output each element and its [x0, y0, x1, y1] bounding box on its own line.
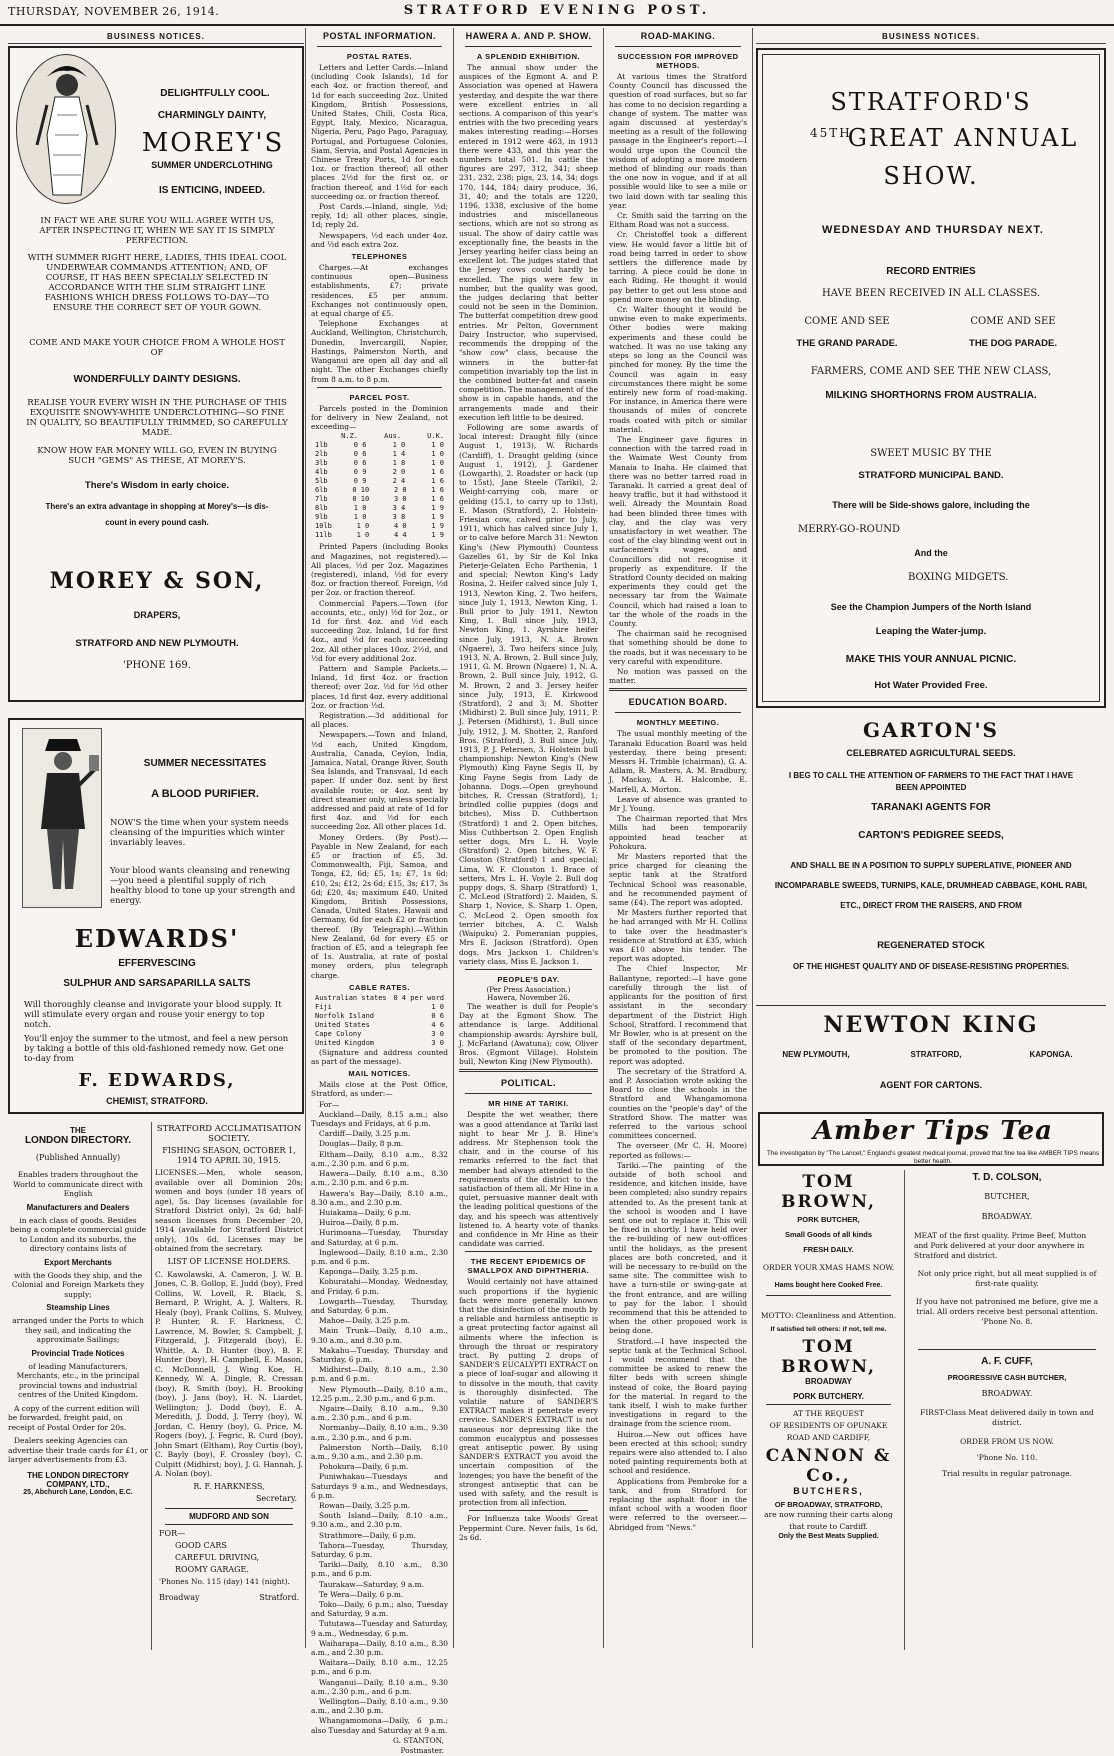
london-published: (Published Annually) [35, 1153, 121, 1162]
parcel-row: 1lb 0 6 1 0 1 0 [315, 441, 444, 450]
postmaster-title: Postmaster. [400, 1746, 444, 1756]
hawera-awards: Following are some awards of local interest: Draught filly (since August 1, 1913), W. Richards (Cardiff), 1. Draught gelding (since August 1, 1912), J. Gardener (Lowgarth), 2. Roadster or hack (up to 15st), Jane Steele (Tariki), 2. Weight-carrying cob, mare or gelding (15.1, to carry up to 13st), E. Mason (Stratford), 2. Holstein-Friesian cow, calved prior to July, 1911, which has calved since July 1, or to calve before March 31: Newton King's (New Plymouth) Countess Gazelles 61, by Sir de Kol Inka Pieterje-Gelaten Echo Parthenia, 1 and special; Newton King's Lady Rosina, 2. Heifer calved since July 1, 1913, Newton King, 2. Two heifers, since July 1, 1913, Newton King, 1. Bull prior to July 1911, Newton King, 1. Bull since July, 1913, Newton King, 1. Ayrshire heifer since July, 1913, N. A. Brown (Ngaere), 3. Two heifers since July, 1913, N. A. Brown, 2. Bull since July, 1911, G. M. Brown (Ngaere) 1, N. A. Brown, 2. Bull since July, 1912, G. M. Brown, 2 and 3. Jersey heifer since July, 1913, E. Kirkwood (Stratford), 2 and 3; M. Shotter (Midhirst) 2. Bull since July, 1911, P. J. Petersen (Midhirst), 1. Bull since July, 1912, J. M. Shotter, 2, Ranford Bros. (Stratford), 3. Bull since July, 1913, P. J. Petersen, 3. Holstein bull championship: Newton King's (New Plymouth) King Fayne Segis II, by King Fayne Segis from Lady de Johanna. Dogs.—Open greyhound bitches, R. Cressan (Stratford), 1; brindled collie puppies (dogs and bitches), Miss D. Cuthbertson (Stratford) 1 and 2. Open bitches, Miss Cuthbertson 2. Open English setter dogs, Mrs L. H. Voyle (Stratford) 2. Open bitches, W. F. Clouston (Stratford) 1 and special; Lima, W. F. Clouston 1. Brace of setters, Mrs L. H. Voyle 2. Bull dog puppy dogs, S. Sharp (Stratford) 1, C. McLeod (Stratford) 2. Maiden, S. Sharp 1, Novice, S. Sharp 1. Open, C. McLeod 2. Open smooth fox terrier bitches, A. C. Walsh (Waipuku) 2. Pomeranian puppies, Mrs E. Jackson (Stratford). Open dogs, Mrs Jackson 1. Children's variety class, Miss E. Jackson 1. [459, 422, 598, 966]
education-para-12: Applications from Pembroke for a tank, and from Stratford for replacing the asphalt floor in the infant school with a wooden floor were referred to the overseer.—Abridged from "News." [609, 1476, 747, 1532]
mudford-garage: ROOMY GARAGE. [175, 1564, 249, 1574]
roadmaking-para-7: No motion was passed on the matter. [609, 667, 747, 686]
london-para-7: Dealers seeking Agencies can advertise their trade cards for £1, or larger advertisements from £3. [8, 1436, 148, 1464]
london-directory-advertisement [8, 1126, 148, 1651]
show-merry-go-round: MERRY-GO-ROUND [798, 524, 901, 535]
newton-king-advertisement [756, 1004, 1106, 1106]
stratford-show-advertisement [756, 48, 1106, 708]
page-header [0, 0, 1114, 26]
business-notices-heading-right: BUSINESS NOTICES. [756, 30, 1106, 44]
mr-hine-heading: MR HINE AT TARIKI. [488, 1099, 569, 1109]
cuff-order: ORDER FROM US NOW. [960, 1437, 1054, 1446]
mail-close-entry: Kaponga—Daily, 3.25 p.m. [319, 1267, 418, 1277]
newton-king-new-plymouth: NEW PLYMOUTH, [782, 1050, 850, 1059]
morey-enticing: IS ENTICING, INDEED. [158, 185, 266, 196]
mail-close-entry: Main Trunk—Daily, 8.10 a.m., 9.30 a.m., and 8.30 p.m. [311, 1326, 448, 1345]
london-para-4: arranged under the Ports to which they sail, and indicating the approximate Sailings; [12, 1316, 144, 1344]
news-column-council [605, 28, 751, 1650]
colson-para-2: Not only price right, but all meat supplied is of first-rate quality. [917, 1269, 1097, 1288]
newton-king-agent: AGENT FOR CARTONS. [879, 1080, 983, 1090]
hawera-show-title: HAWERA A. AND P. SHOW. [465, 31, 592, 41]
gartons-para-1: I BEG TO CALL THE ATTENTION OF FARMERS TO THE FACT THAT I HAVE BEEN APPOINTED [788, 771, 1074, 792]
morey-firm: MOREY & SON, [49, 568, 265, 594]
issue-date: THURSDAY, NOVEMBER 26, 1914. [8, 5, 220, 18]
mudford-phone: 'Phones No. 115 (day) 141 (night). [159, 1576, 290, 1586]
press-association: (Per Press Association.) [486, 985, 571, 994]
mail-close-entry: Palmerston North—Daily, 8.10 a.m., 9.30 a.m., and 2.30 p.m. [311, 1442, 448, 1461]
mail-close-entry: South Island—Daily, 8.10 a.m., 9.30 a.m., and 2.30 p.m. [311, 1511, 448, 1530]
morey-wisdom: There's Wisdom in early choice. [84, 480, 230, 491]
education-para-9: Tariki.—The painting of the outside of both school and residence, and kitchen inside, have been completed; also sundry repairs attended to. As the present tank at the school is wooden and I have sent one out to replace it. This will be fixed in shortly. I have held over the re-building of new out-offices until the holidays, as the present places are both concreted, and it will be necessary to re-build on the same site. The committee wish to have a turn-stile or swing-gate at the front entrance, and are willing to pay for the labor. I should recommend that this be attended to when the other proposed work is being done. [609, 1160, 747, 1336]
london-provincial: Provincial Trade Notices [31, 1348, 125, 1358]
education-para-6: The Chief Inspector, Mr Ballantyne, reported:—I have gone carefully through the list of applicants for the position of first assistant in the secondary department of the District High School, Stratford. I recommend that Mr Bowler, who is at present on the staff of the secondary department, be promoted to the position. The report was adopted. [609, 964, 747, 1066]
roadmaking-para-6: The chairman said he recognised that something should be done to the roads, but it was necessary to be very careful with expenditure. [609, 629, 748, 666]
tom-brown-advertisement [756, 1172, 901, 1651]
cannon-residents: OF RESIDENTS OF OPUNAKE [769, 1421, 888, 1430]
gartons-title: GARTON'S [862, 718, 1000, 742]
mail-close-entry: Hawera—Daily, 8.10 a.m., 8.30 a.m., 2.30 p.m. and 6 p.m. [311, 1169, 448, 1188]
postal-newspapers: Newspapers, ½d each under 4oz. and ½d each extra 2oz. [311, 230, 448, 249]
education-para-5: Mr Masters further reported that he had arranged with Mr H. Collins to take over the headmaster's residence at Stratford at £35, which was £10 above his tender. The report was adopted. [609, 908, 747, 964]
mail-close-entry: Toko—Daily, 6 p.m.; also, Tuesday and Saturday, 9 a.m. [311, 1600, 448, 1619]
hawera-para-1: The annual show under the auspices of the Egmont A. and P. Association was opened at Hawera yesterday, and despite the war there were excellent entries in all sections. A comparison of this year's entries with the two preceding years makes interesting reading:—Horses entered in 1912 were 463, in 1913 there were 433, and this year the numbers total 501. In cattle the figures are 297, 312, 341; sheep 231, 232, 238; pigs, 23, 14, 34; dogs 170, 144, 184; dairy produce, 36, 31, 40; and the totals are 1220, 1196, 1338, exclusive of the home industries and miscellaneous sections, which are not so strong as usual. The show of dairy cattle was exceptionally fine, the beasts in the Jersey yearling heifer class being an excellent lot. The judges stated that the Jersey cows could hardly be excelled. The pigs were few in number, but the quality was good, the judges declaring that better could not be seen in the Dominion. The butterfat competition drew good entries. Mr Pelton, Government Dairy Instructor, who supervised, recommends the dropping of the "show cow" class, because the winners in the butter-fat competition invariably top the list in the combined butter-fat and casein competition. The management of the show is in capable hands, and the arrangements made and their execution left little to be desired. [459, 63, 598, 422]
mail-close-entry: Douglas—Daily, 8 p.m. [319, 1139, 404, 1149]
parcel-rate-table [307, 432, 452, 540]
education-board-subtitle: MONTHLY MEETING. [636, 718, 720, 728]
smallpox-heading: THE RECENT EPIDEMICS OF SMALLPOX AND DIPHTHERIA. [467, 1257, 590, 1276]
newton-king-firm: NEWTON KING [823, 1012, 1039, 1038]
peoples-day-heading: PEOPLE'S DAY. [497, 974, 560, 984]
london-manufacturers: Manufacturers and Dealers [26, 1202, 130, 1212]
acclim-season: FISHING SEASON, OCTOBER 1, 1914 TO APRIL 30, 1915. [162, 1146, 296, 1165]
mudford-cars: GOOD CARS [175, 1540, 227, 1550]
parcel-row: 5lb 0 9 2 4 1 6 [315, 477, 444, 486]
acclim-title: STRATFORD ACCLIMATISATION SOCIETY. [156, 1124, 302, 1144]
education-para-2: Leave of absence was granted to Mr J. Young. [609, 794, 747, 814]
mail-close-entry: Inglewood—Daily, 8.10 a.m., 2.30 p.m. and 6 p.m. [311, 1247, 448, 1266]
london-export: Export Merchants [44, 1257, 112, 1267]
colson-para-1: MEAT of the first quality. Prime Beef, Mutton and Pork delivered at your door anywhere in Stratford and district. [914, 1231, 1087, 1260]
london-para-1: Enables traders throughout the World to communicate direct with English [13, 1170, 143, 1198]
mudford-title: MUDFORD AND SON [189, 1511, 269, 1521]
parcel-row: 7lb 0 10 3 0 1 6 [315, 495, 444, 504]
gentleman-figure-icon [23, 729, 103, 909]
cuff-trial: Trial results in regular patronage. [941, 1469, 1072, 1478]
education-para-3: The Chairman reported that Mrs Mills had been temporarily appointed head teacher at Pohokura. [609, 814, 747, 851]
london-address: 25, Abchurch Lane, London, E.C. [23, 1488, 133, 1496]
newton-king-stratford: STRATFORD, [910, 1050, 962, 1059]
mr-hine-para: Despite the wet weather, there was a good attendance at Tariki last night to hear Mr J. B. Hine's address. Mr Stephenson took the chair, and in the course of his remarks referred to the fact that member had always attended to the requirements of the district to the satisfaction of them all. Mr Hine in a quiet, persuasive manner dealt with the leading political questions of the day, and his speech was attentively listened to. A hearty vote of thanks and confidence in Mr Hine as their candidate was carried. [459, 1110, 598, 1249]
edwards-para-3: Will thoroughly cleanse and invigorate your blood supply. It will stimulate every organ and rouse your energy to top notch. [24, 1000, 282, 1030]
show-days: WEDNESDAY AND THURSDAY NEXT. [822, 224, 1044, 236]
postmaster-signature: G. STANTON, [392, 1735, 444, 1745]
cable-row: United States 4 6 [315, 1020, 444, 1029]
mail-close-entry: Lowgarth—Tuesday, Thursday, and Saturday, 6 p.m. [311, 1296, 448, 1315]
roadmaking-para-5: The Engineer gave figures in connection with the tarred road in the Waimate West County from Manaia to Inaha. He claimed that there was no better tarred road in Taranaki. It carried a great deal of heavy traffic, but it had withstood it well. Already the Mountain Road had been blinded three times with clay, and the clay was very unsatisfactory in wet weather. The cost of the clay blinding went out in surfacemen's wages, and Councillors did not recognise it properly as expenditure. If the Stratford County decided on making experiments they could get the necessary tar from the Waimate Council, which had raised a loan to tar the whole of the roads in the County. [609, 434, 747, 628]
show-jumpers: See the Champion Jumpers of the North Island [830, 602, 1032, 612]
cannon-route: that route to Cardiff. [789, 1522, 868, 1531]
edwards-salts: SULPHUR AND SARSAPARILLA SALTS [63, 978, 251, 989]
political-heading: POLITICAL. [501, 1078, 556, 1089]
column-rule [151, 1122, 152, 1650]
postal-cards: Post Cards.—Inland, single, ½d; reply, 1d; all other places, single, 1d; reply 2d. [311, 202, 448, 230]
acclim-secretary: Secretary. [255, 1493, 297, 1503]
mudford-for: FOR— [159, 1528, 186, 1538]
london-para-6: A copy of the current edition will be forwarded, freight paid, on receipt of Postal Order for 20s. [8, 1403, 140, 1432]
cuff-subtitle: PROGRESSIVE CASH BUTCHER, [947, 1373, 1067, 1382]
mail-intro: Mails close at the Post Office, Stratford, as under:— [311, 1080, 448, 1099]
mail-close-entry: Tututawa—Tuesday and Saturday, 9 a.m., Wednesday, 6 p.m. [311, 1619, 448, 1638]
acclim-list-heading: LIST OF LICENSE HOLDERS. [167, 1256, 291, 1266]
london-steamship: Steamship Lines [46, 1303, 110, 1312]
colson-para-3: If you have not patronised me before, give me a trial. All orders receive best personal attention. 'Phone No. 8. [915, 1297, 1099, 1326]
mail-close-entry: Midhirst—Daily, 8.10 a.m., 2.30 p.m. and 6 p.m. [311, 1365, 448, 1384]
cuff-title: A. F. CUFF, [981, 1356, 1033, 1367]
pattern-packets: Pattern and Sample Packets.—Inland, 1d first 4oz. or fraction thereof; over 2oz. ½d for ½d other places, 1d first 4oz. every additional 2oz. or fraction ½d. [311, 663, 448, 710]
header-rule [0, 24, 1114, 26]
influenza-note: For Influenza take Woods' Great Peppermint Cure. Never fails, 1s 6d, 2s 6d. [459, 1514, 598, 1542]
acclim-licenses: LICENSES.—Men, whole season, available over all Dominion 20s; women and boys (under 18 years of age), 5s. Day licenses (available for Stratford District only), 2s 6d; half-season licenses from December 20, 1914 (available for Stratford District only), 10s 6d. Licenses may be obtained from the secretary. [155, 1168, 303, 1253]
edwards-firm: F. EDWARDS, [78, 1070, 236, 1091]
mail-close-entry: Mahoe—Daily, 3.25 p.m. [319, 1316, 411, 1326]
show-sweet-music: SWEET MUSIC BY THE [870, 448, 992, 459]
education-para-8: The overseer (Mr C. H. Moore) reported as follows:— [609, 1141, 747, 1160]
parcel-row: 11lb 1 0 4 4 1 9 [315, 531, 444, 540]
mail-close-entry: Huiroa—Daily, 8 p.m. [319, 1218, 399, 1228]
mail-close-entry: Eltham—Daily, 8.10 a.m., 8.32 a.m., 2.30 p.m. and 6 p.m. [311, 1149, 448, 1168]
mail-close-entry: Wellington—Daily, 8.10 a.m., 9.30 a.m., and 2.30 p.m. [311, 1697, 448, 1716]
morey-para-1: IN FACT WE ARE SURE YOU WILL AGREE WITH US, AFTER INSPECTING IT, WHEN WE SAY IT IS SIMPLY PERFECTION. [39, 216, 275, 246]
london-para-3: with the Goods they ship, and the Colonial and Foreign Markets they supply; [11, 1270, 145, 1299]
postal-letters: Letters and Letter Cards.—Inland (including Cook Islands), 1d for each 4oz. or fraction thereof, and 1d for each succeeding 2oz. United Kingdom, British Possessions, United States, Chili, Costa Rica, Egypt, Italy, Mexico, Nicaragua, Nigeria, Peru, Pago Pago, Paraguay, Portugal, and Portuguese Colonies, Siam, Servia, and Postal Agencies in Chinese Treaty Ports, 1d for each 1oz. or fraction thereof; all other places 2½d for the first oz. or fraction thereof, and 1½d for each succeeding oz. or fraction thereof. [311, 63, 448, 201]
roadmaking-title: ROAD-MAKING. [640, 31, 716, 41]
edwards-advertisement [8, 718, 304, 1114]
mail-close-entry: Tahora—Tuesday, Thursday, Saturday, 6 p.m. [311, 1540, 448, 1560]
gartons-subtitle: CELEBRATED AGRICULTURAL SEEDS. [846, 748, 1016, 758]
lady-figure-icon [17, 55, 117, 205]
morey-para-5: KNOW HOW FAR MONEY WILL GO, EVEN IN BUYING SUCH "GEMS" AS THESE, AT MOREY'S. [37, 446, 277, 466]
morey-dainty: CHARMINGLY DAINTY, [157, 110, 267, 121]
show-title-great-annual: GREAT ANNUAL [847, 124, 1079, 152]
show-shorthorns: MILKING SHORTHORNS FROM AUSTRALIA. [825, 390, 1037, 401]
london-para-5: of leading Manufacturers, Merchants, etc., in the principal provincial towns and industrial centres of the United Kingdom. [16, 1361, 140, 1399]
postal-rates-heading: POSTAL RATES. [346, 52, 413, 61]
lady-illustration [16, 54, 116, 204]
edwards-para-2: Your blood wants cleansing and renewing—you need a plentiful supply of rich healthy blood to tone up your strength and energy. [110, 866, 296, 906]
mail-close-entry: Waiharapa—Daily, 8.10 a.m., 8.30 a.m., and 2.30 p.m. [311, 1638, 448, 1658]
gartons-agents: TARANAKI AGENTS FOR [871, 802, 991, 813]
cable-rates-heading: CABLE RATES. [349, 982, 410, 992]
show-band: STRATFORD MUNICIPAL BAND. [858, 470, 1004, 481]
edwards-purifier: A BLOOD PURIFIER. [151, 788, 259, 800]
morey-underclothing: SUMMER UNDERCLOTHING [151, 160, 273, 170]
show-come-and-see-1: COME AND SEE [804, 316, 890, 327]
commercial-papers: Commercial Papers.—Town (for accounts, etc., only) ½d for 2oz., or 1d for first 4oz. and ½d each succeeding 2oz. Inland, 1d for first 4oz., and ½d for each succeeding 2oz. All other places 10oz. 2½d, and ½d for every additional 2oz. [311, 598, 448, 663]
postal-title: POSTAL INFORMATION. [323, 31, 436, 41]
column-rule [752, 28, 753, 1648]
cannon-broadway: OF BROADWAY, STRATFORD, [774, 1500, 883, 1509]
cable-rate-table [307, 994, 452, 1048]
parcel-intro: Parcels posted in the Dominion for delivery in New Zealand, not exceeding— [311, 403, 448, 432]
telephone-exchanges: Telephone Exchanges at Auckland, Wellington, Christchurch, Dunedin, Invercargill, Napier, Hastings, Palmerston North, and Wanganui are open all day and all night. The other Exchanges chiefly from 8 a.m. to 8 p.m. [311, 319, 448, 384]
mudford-driving: CAREFUL DRIVING, [175, 1552, 260, 1562]
edwards-para-1: NOW'S the time when your system needs cleansing of the impurities which winter invariably leaves. [110, 818, 289, 848]
amber-tips-advertisement [758, 1112, 1104, 1166]
show-dog-parade: THE DOG PARADE. [969, 338, 1057, 349]
morey-discount: count in every pound cash. [105, 518, 209, 527]
column-rule [904, 1170, 905, 1650]
mail-close-entry: Taurakaw—Saturday, 9 a.m. [319, 1579, 424, 1589]
london-the: THE [70, 1126, 86, 1135]
column-rule [305, 28, 306, 1648]
newton-king-kaponga: KAPONGA. [1029, 1050, 1073, 1059]
amber-tips-lancet: The investigation by "The Lancet," England's greatest medical journal, proved that fine tea like AMBER TIPS means better health. [766, 1150, 1100, 1165]
cannon-carts: are now running their carts along [764, 1510, 893, 1519]
acclimatisation-notice [155, 1124, 303, 1651]
show-sideshows: There will be Side-shows galore, including the [832, 500, 1030, 510]
cable-row: Norfolk Island 0 6 [315, 1011, 444, 1020]
education-para-4: Mr Masters reported that the price charged for cleaning the septic tank at the Stratford Technical School was reasonable, and he recommended payment of same (£4). The report was adopted. [609, 852, 747, 908]
edwards-effervescing: EFFERVESCING [118, 958, 196, 969]
morey-drapers: DRAPERS, [133, 610, 181, 620]
column-rule [603, 28, 604, 1648]
mail-close-entry: Strathmore—Daily, 6 p.m. [319, 1530, 416, 1540]
show-title-stratfords: STRATFORD'S [830, 88, 1032, 116]
cannon-butchers: BUTCHERS, [793, 1486, 864, 1496]
tom-brown-motto: MOTTO: Cleanliness and Attention. [760, 1311, 897, 1320]
mail-for: For— [319, 1099, 340, 1109]
show-farmers: FARMERS, COME AND SEE THE NEW CLASS, [810, 366, 1052, 377]
money-orders: Money Orders. (By Post).—Payable in New Zealand, for each £5 or fraction of £5, 3d. Commonwealth, Fiji, Samoa, and Tonga, £2, 6d; £5, 1s; £7, 1s 6d; £10, 2s; £12, 2s 6d; £15, 3s; £17, 3s 6d; £20, 4s; maximum £40. United Kingdom, British Possessions, Canada, United States, Hawaii and Germany, 6d for each £2 or fraction thereof. (By Telegraph).—Within New Zealand, 6d for every £5 or fraction of £5, and a telegraph fee of 1s. Australia, at rate of postal money orders, plus telegraph charge. [311, 832, 448, 980]
mail-close-entry: Normanby—Daily, 8.10 a.m., 9.30 a.m., 2.30 p.m., and 6 p.m. [311, 1423, 448, 1442]
show-title-show: SHOW. [883, 162, 979, 190]
roadmaking-para-4: Cr. Walter thought it would be unwise even to make experiments. Other bodies were making experiments and these could be watched. It was no use taking any steps so long as the Council was pinched for money. By the time the Council was again in easy circumstances there might be some entirely new form of road-making. For instance, in America there were thousands of miles of concrete roads coated with pitch or similar material. [609, 305, 747, 434]
gartons-regenerated: REGENERATED STOCK [877, 940, 985, 951]
show-come-and-see-2: COME AND SEE [970, 316, 1056, 327]
mail-close-entry: Ngaire—Daily, 8.10 a.m., 9.30 a.m., 2.30 p.m., and 6 p.m. [311, 1403, 448, 1423]
hawera-show-subtitle: A SPLENDID EXHIBITION. [476, 52, 581, 61]
tom-brown-satisfied: If satisfied tell others: if not, tell me. [770, 1326, 887, 1333]
acclim-signature: R. F. HARKNESS, [193, 1481, 265, 1491]
mail-close-list [307, 1110, 452, 1735]
colson-butcher: BUTCHER, [984, 1192, 1030, 1201]
morey-designs: WONDERFULLY DAINTY DESIGNS. [73, 374, 241, 385]
edwards-summer: SUMMER NECESSITATES [143, 758, 267, 769]
morey-para-4: REALISE YOUR EVERY WISH IN THE PURCHASE OF THIS EXQUISITE SNOWY-WHITE UNDERCLOTHING—SO FINE IN QUALITY, SO BEAUTIFULLY TRIMMED, SO CAREFULLY MADE. [26, 398, 288, 438]
tom-brown-pork-butcher: PORK BUTCHER, [797, 1215, 860, 1224]
edwards-brand: EDWARDS' [74, 924, 240, 953]
show-record-entries: RECORD ENTRIES [886, 266, 976, 277]
show-and-the: And the [914, 548, 948, 558]
parcel-row: 9lb 1 0 3 8 1 9 [315, 513, 444, 522]
education-para-10: Stratford.—I have inspected the septic tank at the Technical School. I would recommend that the committee be asked to renew the filter beds with screen shingle instead of coke, the Board paying for the material. In regard to the tank itself, I wish to make further investigations in regard to the drainage from the science room. [609, 1336, 747, 1429]
mail-close-entry: Waitara—Daily, 8.10 a.m., 12.25 p.m., and 6 p.m. [311, 1658, 448, 1677]
mail-close-entry: Wanganui—Daily, 8.10 a.m., 9.30 a.m., 2.30 p.m., and 6 p.m. [311, 1677, 448, 1696]
acclim-holders: C. Kawolawski, A. Cameron, J. W. B. Jones, C. B. Gollop, E. Judd (boy), Fred Collins, W. Lovell, R. Black, S. Bernard, P. Wright, A. J. Walters, R. Healy (boy), Frank Collins, S. Mulvey, P. Hunter, R. F. Harkness, C. Lawrence, M. Bowler, S. Campbell, J. Fitzgerald, J. Fitzgerald (boy), E. Whittle, A. D. Hunter (boy), B. F. Hunter (boy), H. Campbell, E. Mason, C. McDonnell, J. Wing Koe, H. Kennedy, W. A. Dingle, R. Cressan (boy), R. Smith (boy), H. Brooking (boy), J. Jans (boy), H. N. Liardet, Wellington; J. Dodd (boy), E. A. Meredith, J. Dodd, J. Terry (boy), W. Jordan, C. Henry (boy), G. Price, M. Rogers (boy), J. Fegric, R. Curd (boy), John Smart (Eltham), Roy Curtis (boy), C. Bayly (boy), F. Crossley (boy), C. Culpitt (Midhirst; boy), J. G. Hannah, J. A. Nolan (boy). [155, 1269, 303, 1478]
london-title: LONDON DIRECTORY. [24, 1135, 132, 1146]
tom-brown-title: TOM BROWN, [781, 1172, 876, 1212]
parcel-row: 2lb 0 6 1 4 1 0 [315, 450, 444, 459]
morey-cool: DELIGHTFULLY COOL. [160, 88, 270, 99]
tom-brown-broadway: BROADWAY [805, 1377, 852, 1386]
postal-information-column [307, 28, 452, 1756]
cuff-phone: 'Phone No. 110. [976, 1453, 1038, 1462]
column-rule [453, 28, 454, 1648]
mail-close-entry: Te Wera—Daily, 6 p.m. [319, 1589, 404, 1599]
cable-row: Australian states 0 4 per word [315, 993, 444, 1002]
edwards-para-4: You'll enjoy the summer to the utmost, and feel a new person by taking a bottle of this old-fashioned remedy now. Get one to-day from [24, 1034, 289, 1064]
roadmaking-para-2: Cr. Smith said the tarring on the Eltham Road was not a success. [609, 211, 747, 230]
cable-row: United Kingdom 3 0 [315, 1038, 444, 1047]
mudford-address: Broadway Stratford. [159, 1592, 299, 1602]
morey-town: STRATFORD AND NEW PLYMOUTH. [75, 638, 239, 649]
gartons-pedigree: CARTON'S PEDIGREE SEEDS, [858, 830, 1004, 841]
mail-close-entry: Puniwhakau—Tuesdays and Saturdays 9 a.m., and Wednesdays, 6 p.m. [311, 1472, 448, 1500]
peoples-day-para: The weather is dull for People's Day at the Egmont Show. The attendance is large. Additional championship awards: Ayrshire bull, J. McFarland (Awatuna); cow, Oliver Bros. (Egmont Village). Holstein bull, Newton King (New Plymouth). [459, 1001, 598, 1067]
mail-close-entry: Hurimoana—Tuesday, Thursday and Saturday, at 6 p.m. [311, 1228, 448, 1247]
parcel-row: 6lb 0 10 2 8 1 6 [315, 486, 444, 495]
tom-brown-pork-butchery: PORK BUTCHERY. [793, 1392, 864, 1401]
edwards-chemist: CHEMIST, STRATFORD. [106, 1096, 208, 1106]
mail-close-entry: Cardiff—Daily, 3.25 p.m. [319, 1129, 411, 1139]
hawera-dateline: Hawera, November 26. [487, 993, 570, 1002]
cable-note: (Signature and address counted as part of the message). [311, 1047, 448, 1067]
mail-close-entry: New Plymouth—Daily, 8.10 a.m., 12.25 p.m., 2.30 p.m., and 6 p.m. [311, 1384, 448, 1403]
newspapers-rates: Newspapers.—Town and Inland, ½d each, United Kingdom, Australia, Canada, Ceylon, India, Jamaica, Natal, Orange River, South Sea Islands, and Transvaal, 1d each paper. If under 8oz. sent by first available route; or 4oz. sent by direct steamer only, unless specially addressed and paid at rate of 1d for first 4oz. and ½d for each succeeding 2oz. All other places 1d. [311, 730, 448, 832]
education-para-7: The secretary of the Stratford A. and P. Association wrote asking the Board to close the schools in the Stratford and Whangamomona counties on the "people's day" of the Stratford Show. The matter was referred to the various school committees concerned. [609, 1066, 747, 1141]
mail-close-entry: Pohokura—Daily, 6 p.m. [319, 1462, 409, 1472]
morey-para-2: WITH SUMMER RIGHT HERE, LADIES, THIS IDEAL COOL UNDERWEAR COMMANDS ATTENTION; AND, OF COURSE, IT HAS BEEN SPECIALLY SELECTED IN ACCORDANCE WITH THE SLIM STRAIGHT LINE FASHIONS WHICH DRESS FOLLOWS TO-DAY—TO ENSURE THE CORRECT SET OF YOUR GOWN. [27, 253, 287, 313]
gartons-para-3: OF THE HIGHEST QUALITY AND OF DISEASE-RESISTING PROPERTIES. [792, 962, 1070, 971]
morey-phone: 'PHONE 169. [123, 660, 191, 671]
parcel-row: 3lb 0 6 1 8 1 0 [315, 459, 444, 468]
colson-broadway: BROADWAY. [981, 1212, 1033, 1221]
gartons-advertisement [756, 716, 1106, 1006]
mail-close-entry: Auckland—Daily, 8.15 a.m.; also Tuesdays and Fridays, at 6 p.m. [311, 1109, 448, 1129]
mail-close-entry: Rowan—Daily, 3.25 p.m. [319, 1501, 411, 1510]
business-notices-heading: BUSINESS NOTICES. [8, 30, 304, 44]
mail-close-entry: Makahu—Tuesday, Thursday and Saturday, 6 p.m. [311, 1345, 448, 1364]
amber-tips-logo: Amber Tips Tea [812, 1116, 1053, 1146]
roadmaking-para-3: Cr. Christoffel took a different view. He would favor a little bit of road being tarred in order to show settlers the difference made by tarring. A piece could be done in each Riding. He thought it would pay better to get out less stone and spend more money on the blinding. [609, 230, 747, 304]
show-annual-picnic: MAKE THIS YOUR ANNUAL PICNIC. [845, 654, 1017, 665]
tom-brown-fresh: FRESH DAILY. [803, 1245, 854, 1254]
gartons-para-2: AND SHALL BE IN A POSITION TO SUPPLY SUPERLATIVE, PIONEER AND INCOMPARABLE SWEEDS, TURNIPS, KALE, DRUMHEAD CABBAGE, KOHL RABI, ETC., DIRECT FROM THE RAISERS, AND FROM [774, 861, 1088, 910]
morey-advertisement [8, 46, 304, 702]
cannon-best-meats: Only the Best Meats Supplied. [778, 1533, 879, 1540]
colson-advertisement [908, 1172, 1106, 1651]
cannon-request: AT THE REQUEST [792, 1409, 864, 1418]
cable-row: Cape Colony 3 0 [315, 1029, 444, 1038]
printed-papers: Printed Papers (including Books and Magazines, not registered).—All places, ½d per 2oz. Magazines (registered), inland, ½d for every 8oz. or fraction thereof. Foreign, ½d per 2oz. or fraction thereof. [311, 542, 448, 598]
mail-close-entry: Hawera's Bay—Daily, 8.10 a.m., 8.30 a.m., and 2.30 p.m. [311, 1188, 448, 1207]
parcel-row: 4lb 0 9 2 0 1 6 [315, 468, 444, 477]
parcel-row: 8lb 1 0 3 4 1 9 [315, 504, 444, 513]
roadmaking-subtitle: SUCCESSION FOR IMPROVED METHODS. [617, 52, 739, 70]
mail-close-entry: Whangamomona—Daily, 6 p.m.; also Tuesday and Saturday at 9 a.m. [311, 1716, 448, 1735]
telephone-charges: Charges.—At exchanges continuous open—Business establishments, £7; private residences, £5 per annum. Exchanges not continuously open, at equal charge of £5. [311, 263, 448, 319]
mail-notices-heading: MAIL NOTICES. [348, 1069, 411, 1079]
colson-title: T. D. COLSON, [972, 1172, 1042, 1183]
cannon-firm: CANNON & Co., [765, 1446, 892, 1486]
education-para-1: The usual monthly meeting of the Taranaki Education Board was held yesterday, there being present: Messrs H. Trimble (chairman), G. A. Adlam, R. Masters, A. M. Bradbury, J. Mackay, A. H. Halcombe, E. Marfell, A. Morton. [609, 729, 747, 794]
tom-brown-title-2: TOM BROWN, [781, 1337, 876, 1377]
show-grand-parade: THE GRAND PARADE. [796, 338, 898, 349]
mail-close-entry: Huiakama—Daily, 6 p.m. [319, 1207, 412, 1217]
tom-brown-hams: Hams bought here Cooked Free. [774, 1282, 883, 1289]
parcel-table-header: N.Z. Aus. U.K. [341, 432, 444, 441]
education-board-title: EDUCATION BOARD. [628, 697, 728, 708]
cuff-para-1: FIRST-Class Meat delivered daily in town and district. [920, 1408, 1094, 1427]
show-anniversary: 45TH [810, 126, 852, 140]
morey-para-3: COME AND MAKE YOUR CHOICE FROM A WHOLE HOST OF [29, 338, 285, 358]
cable-row: Fiji 1 0 [315, 1002, 444, 1011]
show-water-jump: Leaping the Water-jump. [875, 626, 987, 637]
education-para-11: Huiroa.—New out offices have been erected at this school; sundry repairs were also attended to. I also noted painting requirements both at school and residence. [609, 1429, 747, 1476]
telephones-heading: TELEPHONES [351, 252, 408, 262]
mail-close-entry: Kohuratahi—Monday, Wednesday, and Friday, 6 p.m. [311, 1277, 448, 1296]
registration: Registration.—3d additional for all places. [311, 710, 448, 730]
mail-close-entry: Tariki—Daily, 8.10 a.m., 8.30 p.m., and 6 p.m. [311, 1560, 448, 1579]
smallpox-para: Would certainly not have attained such proportions if the hygienic facts were more generally known that the disinfection of the mouth by a reliable and harmless antiseptic is a great protecting factor against all ailments where the infection is through the throat or respiratory tract. By putting 2 drops of SANDER'S EUCALYPTI EXTRACT on a piece of loaf-sugar and allowing it to dissolve in the mouth, that cavity is thoroughly disinfected. The volatile nature of SANDER'S EXTRACT makes it penetrate every crevice. SANDER'S EXTRACT is not nauseous nor depressing like the common eucalyptus and possesses great antiseptic power. By using SANDER'S EXTRACT you avoid the uncertain composition of the lozenges; you have the benefit of the strongest antiseptic that can be used with safety, and the result is protection from all infection. [459, 1277, 598, 1508]
show-hot-water: Hot Water Provided Free. [874, 680, 988, 691]
gentleman-illustration [22, 728, 102, 908]
cuff-broadway: BROADWAY. [981, 1389, 1033, 1398]
cannon-road: ROAD AND CARDIFF, [786, 1433, 871, 1442]
show-boxing-midgets: BOXING MIDGETS. [908, 572, 1009, 583]
parcel-post-heading: PARCEL POST. [349, 392, 410, 402]
morey-advantage: There's an extra advantage in shopping at Morey's—is dis- [45, 502, 269, 511]
show-all-classes: HAVE BEEN RECEIVED IN ALL CLASSES. [821, 288, 1041, 299]
morey-brand: MOREY'S [141, 128, 285, 158]
london-company: THE LONDON DIRECTORY COMPANY, LTD., [27, 1470, 129, 1489]
london-para-2: in each class of goods. Besides being a complete commercial guide to London and its suburbs, the directory contains lists of [10, 1215, 146, 1253]
tom-brown-xmas: ORDER YOUR XMAS HAMS NOW. [762, 1263, 895, 1272]
tom-brown-small-goods: Small Goods of all kinds [784, 1230, 873, 1239]
news-column-show [455, 28, 602, 1650]
parcel-row: 10lb 1 0 4 0 1 9 [315, 522, 444, 531]
masthead: STRATFORD EVENING POST. [403, 3, 711, 18]
roadmaking-para-1: At various times the Stratford County Council has discussed the question of road surfaces, but so far has come to no decision regarding a change of system. The matter was again discussed at yesterday's meeting as a result of the following passage in the Engineer's report:—I would urge upon the Council the wisdom of adopting a more modern method of blinding our roads than the one now in vogue, and if at all possible would like to see a mile or two laid down with tar sealing this year. [609, 72, 747, 210]
